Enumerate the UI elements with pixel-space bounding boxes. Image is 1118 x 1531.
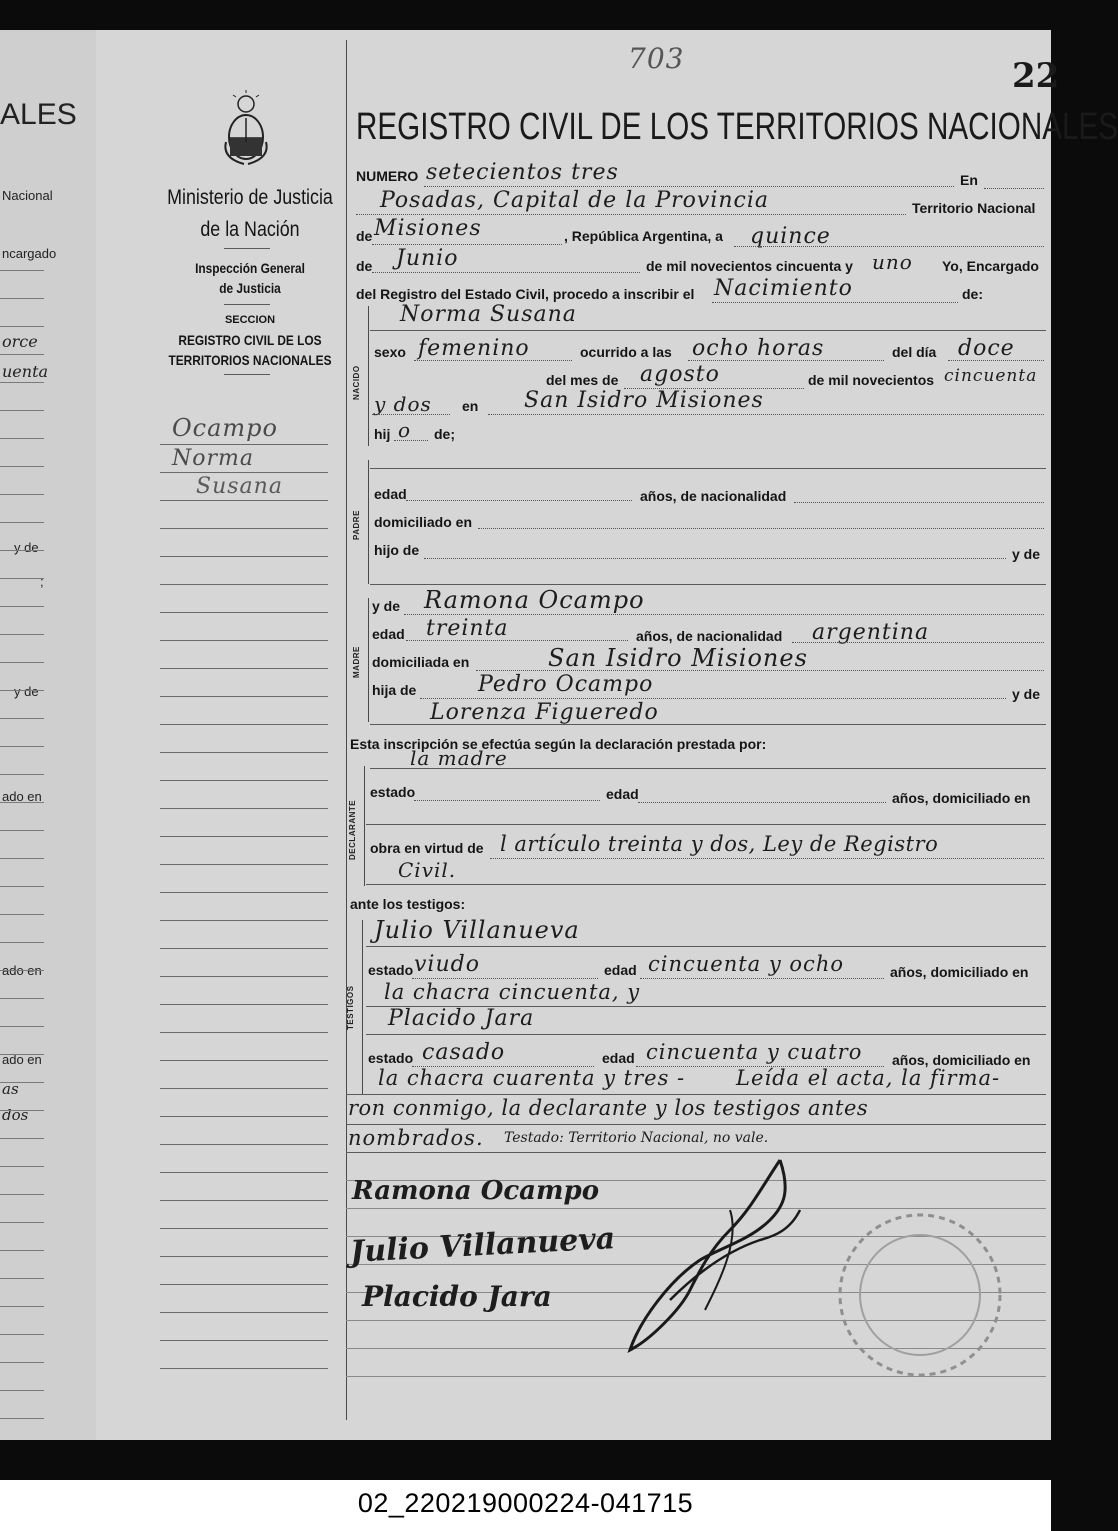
- birth-year-value-1: cincuenta: [944, 366, 1038, 386]
- sexo-label: sexo: [374, 344, 406, 360]
- padre-y-de: y de: [1012, 546, 1041, 562]
- left-page-ruled-line: [0, 746, 44, 747]
- section-bracket: [368, 306, 369, 446]
- madre-madre-value: Lorenza Figueredo: [430, 700, 659, 725]
- fill-line: [414, 800, 600, 801]
- left-page-text: ado en: [2, 963, 42, 978]
- fill-line: [640, 978, 884, 979]
- fill-line: [370, 768, 1046, 769]
- margin-name-surname: Ocampo: [172, 414, 278, 442]
- section-bracket: [362, 920, 363, 1094]
- madre-anos-label: años, de nacionalidad: [636, 628, 783, 644]
- left-page-ruled-line: [0, 718, 44, 719]
- madre-hija-label: hija de: [372, 682, 417, 698]
- fill-line: [404, 614, 1044, 615]
- left-page-ruled-line: [0, 1362, 44, 1363]
- fill-line: [370, 468, 1046, 469]
- left-page-text: Nacional: [2, 188, 53, 203]
- testigo1-domicilio: la chacra cincuenta, y: [384, 980, 641, 1004]
- madre-domicilio-label: domiciliada en: [372, 654, 470, 670]
- left-page-ruled-line: [0, 634, 44, 635]
- margin-name-second: Susana: [196, 474, 283, 499]
- fill-line: [394, 440, 428, 441]
- fill-line: [366, 946, 1046, 947]
- fill-line: [712, 302, 958, 303]
- fill-line: [984, 188, 1044, 189]
- margin-ruled-line: [160, 528, 328, 529]
- page-number: 22: [1012, 56, 1060, 96]
- encargado-label: Yo, Encargado: [942, 258, 1039, 274]
- margin-ruled-line: [160, 472, 328, 473]
- left-page-ruled-line: [0, 326, 44, 327]
- margin-ruled-line: [160, 1256, 328, 1257]
- section-label: SECCION: [224, 314, 276, 326]
- margin-ruled-line: [160, 1200, 328, 1201]
- left-page-ruled-line: [0, 1054, 44, 1055]
- left-page-ruled-line: [0, 522, 44, 523]
- margin-ruled-line: [160, 500, 328, 501]
- fill-line: [424, 186, 954, 187]
- en-label: En: [960, 172, 978, 188]
- fill-line: [370, 584, 1046, 585]
- left-page-ruled-line: [0, 410, 44, 411]
- left-page-ruled-line: [0, 1194, 44, 1195]
- section-bracket: [368, 460, 369, 584]
- left-page-ruled-line: [0, 1138, 44, 1139]
- year-value: uno: [872, 250, 913, 274]
- left-page-ruled-line: [0, 690, 44, 691]
- fill-line: [346, 1094, 1046, 1095]
- page-title: REGISTRO CIVIL DE LOS TERRITORIOS NACIONALES: [356, 106, 1118, 148]
- declarante-anos-label: años, domiciliado en: [892, 790, 1031, 806]
- column-divider: [346, 40, 347, 1420]
- madre-edad-value: treinta: [426, 616, 509, 641]
- madre-edad-label: edad: [372, 626, 405, 642]
- ministry-name-line2: de la Nación: [200, 218, 300, 241]
- left-page-ruled-line: [0, 662, 44, 663]
- registrar-signature: [610, 1150, 820, 1360]
- left-page-ruled-line: [0, 550, 44, 551]
- margin-ruled-line: [160, 612, 328, 613]
- madre-nacionalidad-value: argentina: [812, 620, 930, 645]
- closing-text-1: Leída el acta, la firma-: [736, 1066, 1001, 1090]
- de-label: de: [356, 228, 373, 244]
- fill-line: [424, 558, 1006, 559]
- fill-line: [356, 214, 906, 215]
- left-page-ruled-line: [0, 1026, 44, 1027]
- mes-value: agosto: [640, 362, 720, 387]
- left-page-ruled-line: [0, 942, 44, 943]
- fill-line: [488, 414, 1044, 415]
- madre-domicilio-value: San Isidro Misiones: [548, 644, 808, 672]
- margin-ruled-line: [160, 1368, 328, 1369]
- testigo1-estado-label: estado: [368, 962, 414, 978]
- registro-label: del Registro del Estado Civil, procedo a inscribir el: [356, 286, 695, 302]
- testigo2-estado-label: estado: [368, 1050, 414, 1066]
- fill-line: [366, 1034, 1046, 1035]
- left-page-ruled-line: [0, 1166, 44, 1167]
- padre-anos-label: años, de nacionalidad: [640, 488, 787, 504]
- fill-line: [490, 858, 1044, 859]
- closing-text-3: nombrados.: [348, 1126, 484, 1150]
- lugar-value: San Isidro Misiones: [524, 388, 764, 413]
- section-bracket: [364, 766, 365, 886]
- left-page-title-fragment: ALES: [0, 98, 77, 131]
- mil-label: de mil novecientos cincuenta y: [646, 258, 853, 274]
- left-page-ruled-line: [0, 914, 44, 915]
- testigos-intro-label: ante los testigos:: [350, 896, 466, 912]
- margin-ruled-line: [160, 1312, 328, 1313]
- signature-mother: Ramona Ocampo: [352, 1176, 600, 1206]
- obra-label: obra en virtud de: [370, 840, 484, 856]
- left-page-ruled-line: [0, 578, 44, 579]
- left-page-ruled-line: [0, 354, 44, 355]
- fill-line: [638, 802, 886, 803]
- fill-line: [372, 244, 562, 245]
- left-page-ruled-line: [0, 1110, 44, 1111]
- left-page-ruled-line: [0, 298, 44, 299]
- margin-ruled-line: [160, 920, 328, 921]
- left-page-ruled-line: [0, 886, 44, 887]
- testigo1-anos-label: años, domiciliado en: [890, 964, 1029, 980]
- margin-ruled-line: [160, 640, 328, 641]
- dia-label: del día: [892, 344, 937, 360]
- left-page-ruled-line: [0, 1306, 44, 1307]
- testigo2-edad-label: edad: [602, 1050, 635, 1066]
- margin-ruled-line: [160, 892, 328, 893]
- margin-ruled-line: [160, 1004, 328, 1005]
- testigo1-edad-label: edad: [604, 962, 637, 978]
- margin-ruled-line: [160, 1172, 328, 1173]
- left-page-ruled-line: [0, 1082, 44, 1083]
- numero-value: setecientos tres: [426, 160, 619, 185]
- dia-value: doce: [958, 336, 1015, 361]
- numero-label: NUMERO: [356, 168, 419, 184]
- left-page-ruled-line: [0, 998, 44, 999]
- declarante-value: la madre: [410, 746, 508, 770]
- fill-line: [370, 724, 1046, 725]
- official-seal-icon: [830, 1205, 1010, 1385]
- fill-line: [370, 330, 1046, 331]
- section-line2: TERRITORIOS NACIONALES: [168, 352, 332, 368]
- testigo1-estado: viudo: [414, 952, 480, 977]
- declarante-edad-label: edad: [606, 786, 639, 802]
- margin-ruled-line: [160, 1284, 328, 1285]
- margin-ruled-line: [160, 668, 328, 669]
- left-page-ruled-line: [0, 1418, 44, 1419]
- fill-line: [406, 500, 632, 501]
- madre-y-de: y de: [1012, 686, 1041, 702]
- margin-name-first: Norma: [172, 446, 254, 471]
- fill-line: [794, 502, 1044, 503]
- fill-line: [476, 670, 1044, 671]
- closing-text-2: ron conmigo, la declarante y los testigos antes: [348, 1096, 869, 1120]
- coat-of-arms-icon: [220, 92, 272, 168]
- margin-ruled-line: [160, 808, 328, 809]
- inspection-line2: de Justicia: [219, 280, 281, 296]
- page-annotation: 703: [628, 42, 685, 75]
- margin-ruled-line: [160, 556, 328, 557]
- inspection-line1: Inspección General: [195, 260, 305, 276]
- de-semicolon: de;: [434, 426, 455, 442]
- padre-hijo-label: hijo de: [374, 542, 420, 558]
- testigo2-anos-label: años, domiciliado en: [892, 1052, 1031, 1068]
- testigo1-name: Julio Villanueva: [374, 916, 580, 944]
- padre-domicilio-label: domiciliado en: [374, 514, 473, 530]
- obra-value-1: l artículo treinta y dos, Ley de Registro: [500, 832, 939, 856]
- left-page-ruled-line: [0, 382, 44, 383]
- fill-line: [734, 246, 1044, 247]
- madre-y-de-label: y de: [372, 598, 401, 614]
- left-page-ruled-line: [0, 438, 44, 439]
- fill-line: [372, 414, 450, 415]
- margin-ruled-line: [160, 976, 328, 977]
- fill-line: [414, 360, 572, 361]
- left-page-text: ncargado: [2, 246, 57, 261]
- divider: [224, 248, 270, 249]
- fill-line: [478, 528, 1044, 529]
- hij-label: hij: [374, 426, 391, 442]
- fill-line: [792, 642, 1044, 643]
- margin-ruled-line: [160, 1116, 328, 1117]
- territorio-label: Territorio Nacional: [912, 200, 1036, 216]
- left-page-ruled-line: [0, 270, 44, 271]
- place-value: Posadas, Capital de la Provincia: [380, 188, 770, 213]
- territory-value: Misiones: [374, 216, 482, 241]
- fill-line: [412, 978, 598, 979]
- left-page-ruled-line: [0, 1390, 44, 1391]
- ministry-name-line1: Ministerio de Justicia: [167, 186, 333, 209]
- sexo-value: femenino: [418, 336, 530, 361]
- left-page-handwriting: as: [2, 1080, 19, 1098]
- left-page-ruled-line: [0, 774, 44, 775]
- fill-line: [406, 640, 628, 641]
- left-page-ruled-line: [0, 1334, 44, 1335]
- month-value: Junio: [396, 246, 459, 271]
- birth-year-value-2: y dos: [374, 392, 432, 416]
- margin-ruled-line: [160, 1228, 328, 1229]
- fill-line: [688, 360, 884, 361]
- image-id: 02_220219000224-041715: [357, 1488, 694, 1518]
- margin-ruled-line: [160, 1340, 328, 1341]
- declarante-estado-label: estado: [370, 784, 416, 800]
- testigo2-domicilio: la chacra cuarenta y tres -: [378, 1066, 686, 1090]
- margin-ruled-line: [160, 1060, 328, 1061]
- madre-padre-value: Pedro Ocampo: [478, 672, 654, 697]
- testigo1-edad: cincuenta y ocho: [648, 952, 844, 976]
- de-label: de: [356, 258, 373, 274]
- en-label: en: [462, 398, 479, 414]
- padre-edad-label: edad: [374, 486, 407, 502]
- margin-ruled-line: [160, 444, 328, 445]
- left-page-ruled-line: [0, 494, 44, 495]
- left-page-ruled-line: [0, 970, 44, 971]
- testigo2-edad: cincuenta y cuatro: [646, 1040, 863, 1064]
- divider: [224, 304, 270, 305]
- left-page-ruled-line: [0, 606, 44, 607]
- margin-ruled-line: [160, 1088, 328, 1089]
- margin-ruled-line: [160, 584, 328, 585]
- obra-value-2: Civil.: [398, 858, 457, 882]
- signature-witness-1: Julio Villanueva: [349, 1221, 616, 1270]
- left-page-text: ado en: [2, 789, 42, 804]
- nacido-side-label: NACIDO: [352, 365, 361, 400]
- divider: [224, 374, 270, 375]
- madre-side-label: MADRE: [352, 646, 361, 678]
- fill-line: [346, 1124, 1046, 1125]
- fill-line: [366, 824, 1046, 825]
- testigo2-estado: casado: [422, 1040, 506, 1065]
- left-page-ruled-line: [0, 466, 44, 467]
- margin-ruled-line: [160, 696, 328, 697]
- fill-line: [420, 698, 1006, 699]
- left-page-ruled-line: [0, 830, 44, 831]
- section-line1: REGISTRO CIVIL DE LOS: [178, 332, 322, 348]
- day-value: quince: [750, 224, 831, 249]
- testigo2-name: Placido Jara: [388, 1006, 535, 1031]
- republica-label: , República Argentina, a: [564, 228, 723, 244]
- margin-ruled-line: [160, 864, 328, 865]
- margin-ruled-line: [160, 1144, 328, 1145]
- nacido-name-value: Norma Susana: [400, 302, 577, 327]
- declarante-side-label: DECLARANTE: [348, 799, 357, 860]
- ocurrido-label: ocurrido a las: [580, 344, 672, 360]
- left-page-text: ado en: [2, 1052, 42, 1067]
- margin-ruled-line: [160, 780, 328, 781]
- signature-witness-2: Placido Jara: [362, 1280, 552, 1313]
- left-page-handwriting: uenta: [2, 362, 49, 381]
- left-page-ruled-line: [0, 1222, 44, 1223]
- left-page-handwriting: orce: [2, 332, 38, 351]
- de-colon-label: de:: [962, 286, 983, 302]
- left-page-ruled-line: [0, 802, 44, 803]
- margin-ruled-line: [160, 836, 328, 837]
- mes-label: del mes de: [546, 372, 619, 388]
- margin-ruled-line: [160, 948, 328, 949]
- margin-ruled-line: [160, 724, 328, 725]
- padre-side-label: PADRE: [352, 510, 361, 540]
- left-page-text: y de: [14, 540, 39, 555]
- left-page-handwriting: dos: [2, 1106, 29, 1124]
- fill-line: [366, 884, 1046, 885]
- hij-value: o: [398, 418, 412, 442]
- left-page-text: ;: [40, 574, 44, 589]
- hora-value: ocho horas: [692, 336, 825, 361]
- act-type-value: Nacimiento: [714, 276, 853, 301]
- fill-line: [948, 360, 1044, 361]
- left-page-ruled-line: [0, 858, 44, 859]
- testigos-side-label: TESTIGOS: [346, 985, 355, 1030]
- section-bracket: [368, 598, 369, 722]
- left-page-text: y de: [14, 684, 39, 699]
- margin-ruled-line: [160, 752, 328, 753]
- left-page-ruled-line: [0, 1250, 44, 1251]
- mil-label: de mil novecientos: [808, 372, 935, 388]
- fill-line: [372, 272, 640, 273]
- closing-note: Testado: Territorio Nacional, no vale.: [504, 1130, 769, 1146]
- declarante-intro-label: Esta inscripción se efectúa según la declaración prestada por:: [350, 736, 767, 752]
- madre-name-value: Ramona Ocampo: [424, 586, 645, 614]
- left-page-ruled-line: [0, 1278, 44, 1279]
- margin-ruled-line: [160, 1032, 328, 1033]
